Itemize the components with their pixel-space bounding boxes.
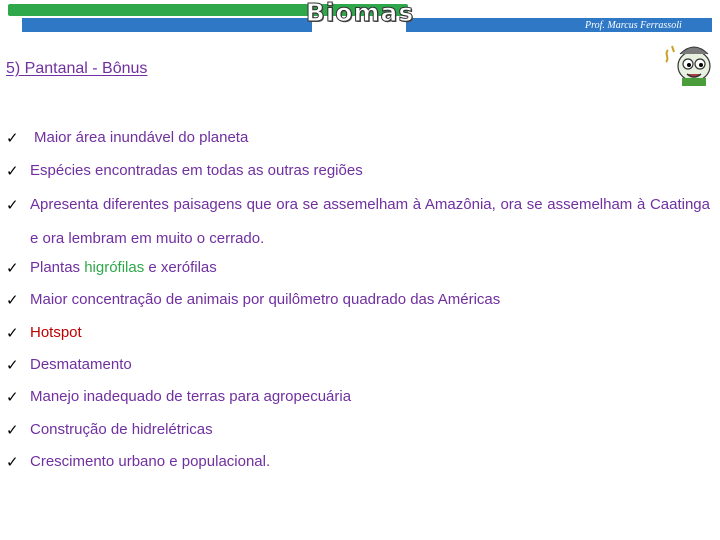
- checkmark-icon: ✓: [6, 129, 19, 147]
- list-item: [6, 160, 710, 182]
- header-bar-blue-left: [22, 18, 312, 32]
- list-item-text: Desmatamento: [30, 356, 132, 373]
- list-item-text: Apresenta diferentes paisagens que ora se assemelham à Amazônia, ora se assemelham à Caatinga e ora lembram em muito o cerrado.: [30, 196, 710, 247]
- page-title: Biomas: [305, 0, 415, 27]
- checkmark-icon: ✓: [6, 421, 19, 439]
- scientist-mascot-icon: [660, 40, 716, 86]
- list-item-text: Construção de hidrelétricas: [30, 421, 213, 438]
- list-item: [6, 322, 710, 344]
- checkmark-icon: ✓: [6, 291, 19, 309]
- checkmark-icon: ✓: [6, 196, 19, 214]
- author-credit: Prof. Marcus Ferrassoli: [585, 20, 682, 31]
- hygrophilous-highlight: higrófilas: [84, 259, 145, 276]
- list-item: [6, 127, 710, 149]
- list-item-text: Maior concentração de animais por quilômetro quadrado das Américas: [30, 291, 501, 308]
- list-item-text: Maior área inundável do planeta: [34, 129, 249, 146]
- checkmark-icon: ✓: [6, 356, 19, 374]
- list-item-text: Espécies encontradas em todas as outras regiões: [30, 162, 363, 179]
- checkmark-icon: ✓: [6, 453, 19, 471]
- list-item: [6, 386, 710, 408]
- plants-after: e xerófilas: [144, 259, 217, 276]
- list-item: [6, 289, 710, 311]
- checkmark-icon: ✓: [6, 162, 19, 180]
- checkmark-icon: ✓: [6, 388, 19, 406]
- list-item: [6, 257, 710, 279]
- list-item-text: [30, 257, 710, 279]
- list-item-text: Manejo inadequado de terras para agropecuária: [30, 388, 352, 405]
- list-item: [6, 451, 710, 473]
- list-item: [6, 188, 710, 256]
- list-item-text: Hotspot: [30, 324, 82, 341]
- list-item: [6, 354, 710, 376]
- list-item: [6, 419, 710, 441]
- checkmark-icon: ✓: [6, 324, 19, 342]
- plants-before: Plantas: [30, 259, 85, 276]
- checkmark-icon: ✓: [6, 259, 19, 277]
- list-item-text: Crescimento urbano e populacional.: [30, 453, 271, 470]
- section-title: 5) Pantanal - Bônus: [6, 60, 148, 77]
